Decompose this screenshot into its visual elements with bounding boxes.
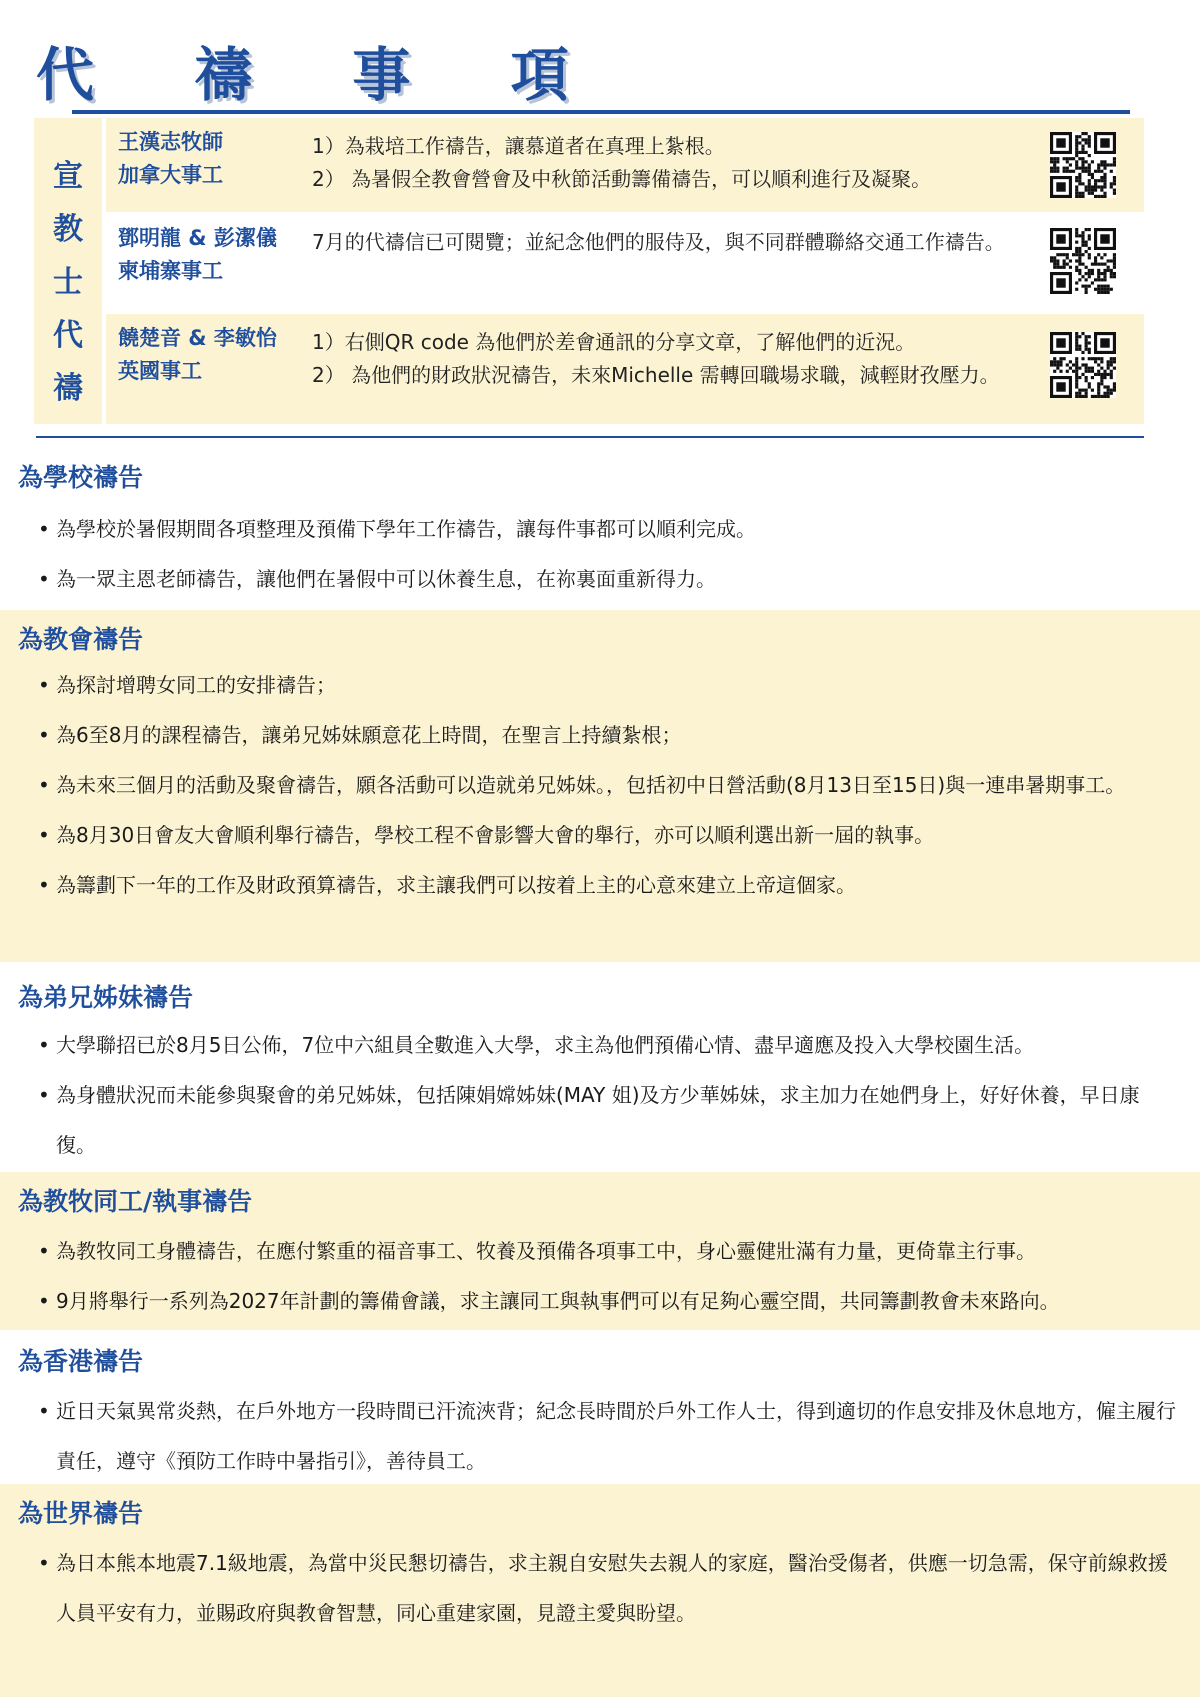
page-title: 代 禱 事 項 — [36, 41, 609, 109]
list-item: • 近日天氣異常炎熱，在戶外地方一段時間已汗流浹背；紀念長時間於戶外工作人士，得到適切的作息安排及休息地方，僱主履行責任，遵守《預防工作時中暑指引》，善待員工。 — [38, 1399, 1176, 1473]
section-heading: 為教牧同工/執事禱告 — [18, 1187, 253, 1216]
side-label-char: 教 — [53, 212, 83, 247]
list-item: • 為未來三個月的活動及聚會禱告，願各活動可以造就弟兄姊妹。，包括初中日營活動(8月13日至15日)與一連串暑期事工。 — [38, 773, 1126, 797]
missionary-field-line: 英國事工 — [118, 359, 202, 383]
list-item: • 為一眾主恩老師禱告，讓他們在暑假中可以休養生息，在祢裏面重新得力。 — [38, 567, 716, 591]
missionary-row — [106, 214, 1144, 308]
missionary-name-line: 王漢志牧師 — [118, 130, 223, 154]
missionary-row — [106, 314, 1144, 424]
list-item: • 為學校於暑假期間各項整理及預備下學年工作禱告，讓每件事都可以順利完成。 — [38, 517, 756, 541]
section-heading: 為香港禱告 — [18, 1347, 144, 1376]
missionary-prayer-items — [312, 326, 1032, 392]
list-item: • 為身體狀況而未能參與聚會的弟兄姊妹，包括陳娟嫦姊妹(MAY 姐)及方少華姊妹，求主加力在她們身上，好好休養，早日康復。 — [38, 1083, 1140, 1157]
list-item: • 9月將舉行一系列為2027年計劃的籌備會議，求主讓同工與執事們可以有足夠心靈空間，共同籌劃教會未來路向。 — [38, 1289, 1060, 1313]
section-heading: 為教會禱告 — [18, 625, 144, 654]
section-divider — [36, 436, 1144, 438]
list-item: • 為日本熊本地震7.1級地震，為當中災民懇切禱告，求主親自安慰失去親人的家庭，醫治受傷者，供應一切急需，保守前線救援人員平安有力，並賜政府與教會智慧，同心重建家園，見證主愛與盼望。 — [38, 1551, 1168, 1625]
qr-code-icon[interactable] — [1050, 132, 1116, 198]
list-item: • 為教牧同工身體禱告，在應付繁重的福音事工、牧養及預備各項事工中，身心靈健壯滿有力量，更倚靠主行事。 — [38, 1239, 1036, 1263]
section-school — [0, 448, 1200, 608]
missionary-name — [118, 322, 298, 388]
qr-code-icon[interactable] — [1050, 332, 1116, 398]
section-church — [0, 610, 1200, 962]
missionary-name-line: 饒楚音 & 李敏怡 — [118, 326, 277, 350]
section-members — [0, 968, 1200, 1170]
missionary-prayer-items — [312, 130, 1032, 196]
side-label-char: 士 — [53, 265, 83, 300]
side-label-char: 代 — [53, 318, 83, 353]
missionary-field-line: 柬埔寨事工 — [118, 259, 223, 283]
prayer-item: 2） 為暑假全教會營會及中秋節活動籌備禱告，可以順利進行及凝聚。 — [312, 167, 932, 191]
section-heading: 為世界禱告 — [18, 1499, 144, 1528]
section-heading: 為學校禱告 — [18, 463, 144, 492]
qr-code-icon[interactable] — [1050, 228, 1116, 294]
missionary-field-line: 加拿大事工 — [118, 163, 223, 187]
list-item: • 為6至8月的課程禱告，讓弟兄姊妹願意花上時間，在聖言上持續紮根； — [38, 723, 682, 747]
missionary-name-line: 鄧明龍 & 彭潔儀 — [118, 226, 277, 250]
prayer-item: 1）右側QR code 為他們於差會通訊的分享文章，了解他們的近況。 — [312, 330, 916, 354]
list-item: • 為籌劃下一年的工作及財政預算禱告，求主讓我們可以按着上主的心意來建立上帝這個家。 — [38, 873, 856, 897]
section-world — [0, 1484, 1200, 1697]
missionary-row — [106, 118, 1144, 212]
side-label-char: 宣 — [53, 159, 83, 194]
section-heading: 為弟兄姊妹禱告 — [18, 983, 194, 1012]
list-item: • 為8月30日會友大會順利舉行禱告，學校工程不會影響大會的舉行，亦可以順利選出新一屆的執事。 — [38, 823, 935, 847]
section-hong-kong — [0, 1332, 1200, 1482]
section-staff — [0, 1172, 1200, 1330]
missionary-prayer-items — [312, 226, 1032, 259]
side-label-char: 禱 — [53, 371, 83, 406]
missionary-name — [118, 126, 298, 192]
prayer-item: 1）為栽培工作禱告，讓慕道者在真理上紮根。 — [312, 134, 725, 158]
missionary-side-label — [34, 118, 102, 424]
missionary-name — [118, 222, 298, 288]
list-item: • 為探討增聘女同工的安排禱告； — [38, 673, 336, 697]
title-underline — [72, 110, 1130, 114]
prayer-item: 7月的代禱信已可閱覽；並紀念他們的服侍及，與不同群體聯絡交通工作禱告。 — [312, 230, 1005, 254]
prayer-item: 2） 為他們的財政狀況禱告，未來Michelle 需轉回職場求職，減輕財孜壓力。 — [312, 363, 1000, 387]
list-item: • 大學聯招已於8月5日公佈，7位中六組員全數進入大學，求主為他們預備心情、盡早適應及投入大學校園生活。 — [38, 1033, 1035, 1057]
